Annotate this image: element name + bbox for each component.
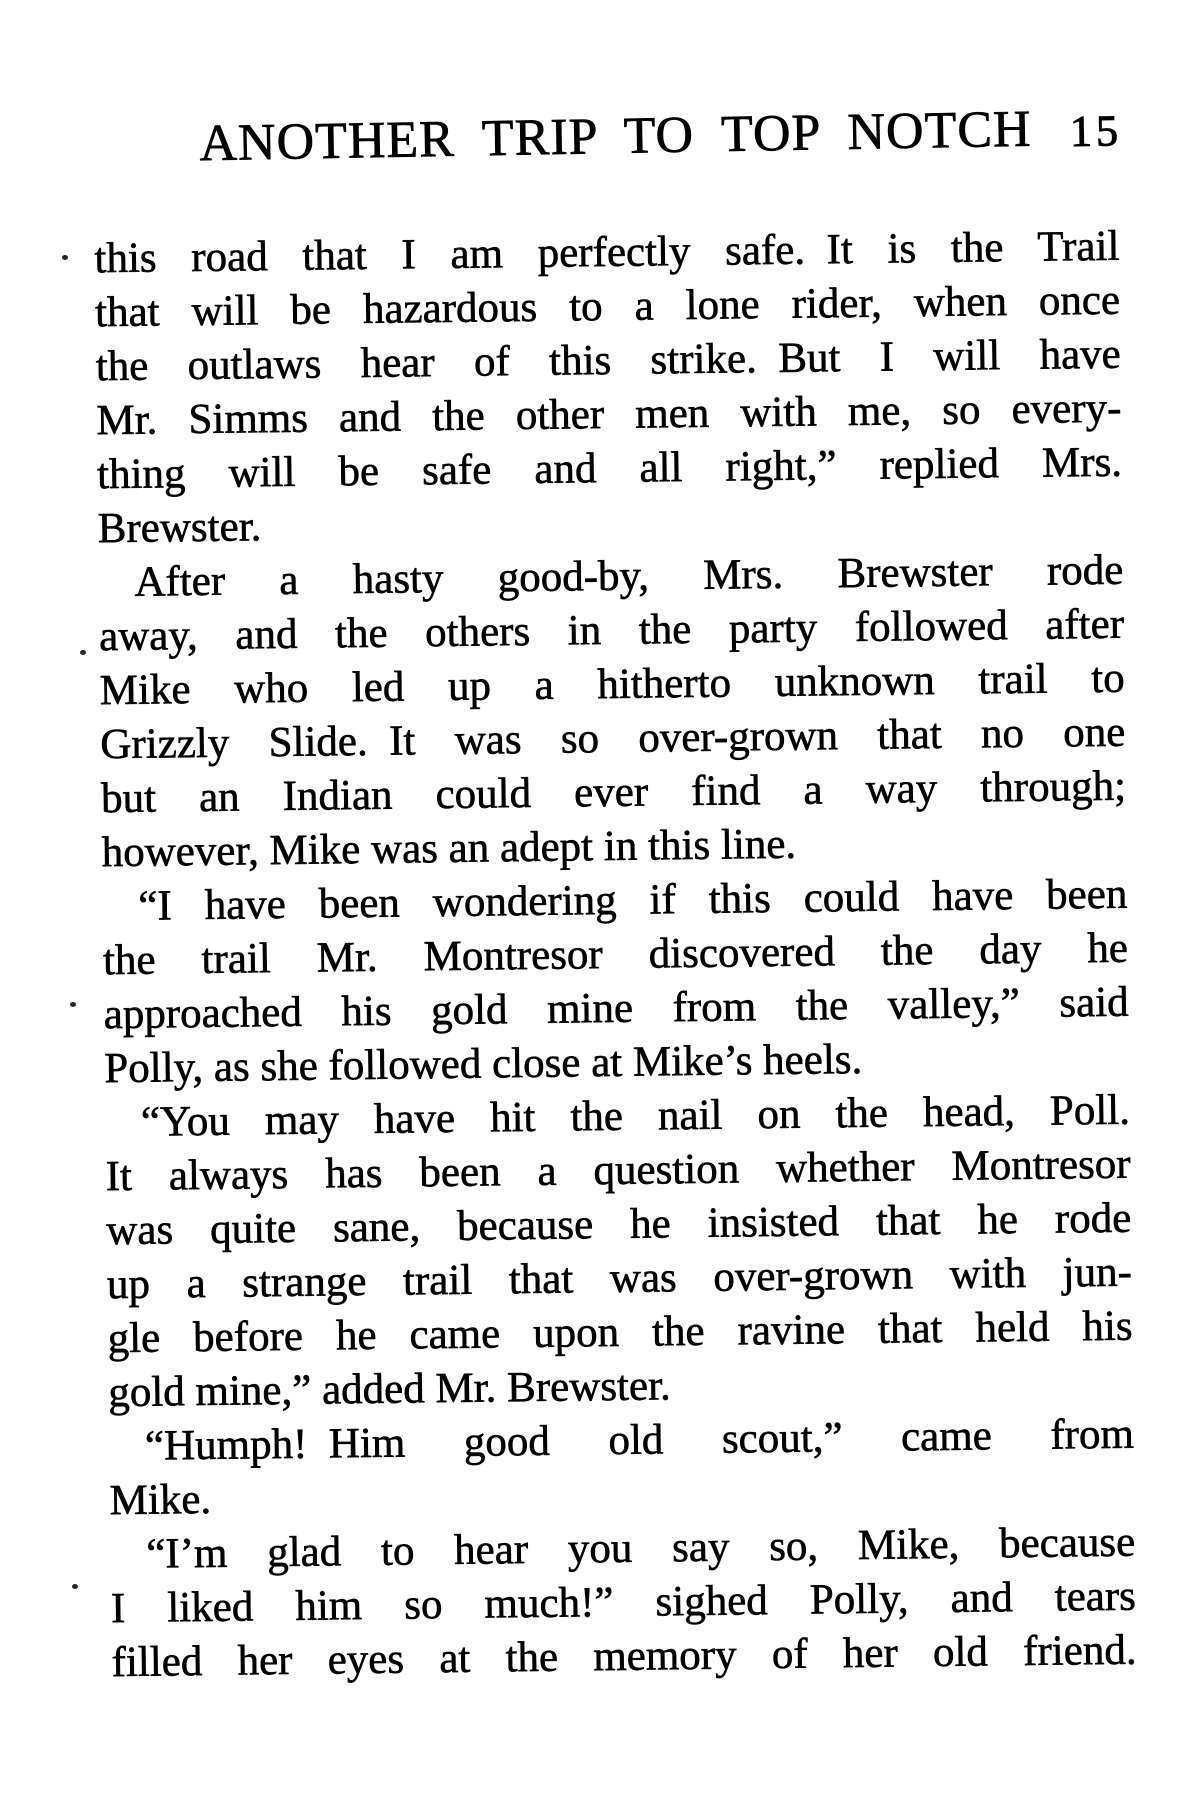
text-line: the trail Mr. Montresor discovered the day he — [102, 924, 1129, 985]
text-line: filled her eyes at the memory of her old friend. — [111, 1626, 1137, 1687]
scan-speck — [80, 650, 86, 655]
chapter-title: ANOTHER TRIP TO TOP NOTCH — [198, 100, 1033, 173]
scan-speck — [72, 1584, 78, 1589]
text-line: however, Mike was an adept in this line. — [101, 820, 797, 877]
scan-speck — [62, 255, 68, 260]
text-line: but an Indian could ever find a way through; — [100, 762, 1127, 823]
text-line: Brewster. — [97, 503, 262, 553]
text-block — [94, 0, 1137, 1687]
text-line: gold mine,” added Mr. Brewster. — [108, 1362, 672, 1417]
text-line: Mike who led up a hitherto unknown trail to — [99, 654, 1125, 715]
text-line: Polly, as she followed close at Mike’s heels. — [104, 1035, 863, 1093]
scan-speck — [70, 1002, 76, 1007]
text-line: approached his gold mine from the valley,” said — [103, 978, 1129, 1039]
text-line: Mike. — [109, 1475, 212, 1525]
text-line: thing will be safe and all right,” replied Mrs. — [96, 438, 1123, 499]
text-line: that will be hazardous to a lone rider, when once — [94, 276, 1121, 337]
text-line: It always has been a question whether Montresor — [105, 1140, 1131, 1201]
text-line: this road that I am perfectly safe. It is the Trail — [94, 222, 1120, 283]
page-text — [94, 220, 1137, 1690]
text-line: away, and the others in the party followed after — [98, 600, 1125, 661]
text-line: “Humph! Him good old scout,” came from — [144, 1410, 1135, 1470]
text-line: up a strange trail that was over-grown with jun- — [106, 1248, 1133, 1309]
text-line: “I’m glad to hear you say so, Mike, because — [145, 1518, 1136, 1578]
text-line: the outlaws hear of this strike. But I will have — [95, 330, 1121, 391]
text-line: After a hasty good-by, Mrs. Brewster rode — [134, 546, 1124, 606]
text-line: I liked him so much!” sighed Polly, and tears — [110, 1572, 1137, 1633]
text-line: gle before he came upon the ravine that held his — [107, 1302, 1133, 1363]
text-line: Mr. Simms and the other men with me, so every- — [96, 384, 1122, 445]
text-line: was quite sane, because he insisted that he rode — [106, 1194, 1132, 1255]
page-number: 15 — [1069, 106, 1123, 157]
running-header — [103, 102, 1129, 172]
text-line: “I have been wondering if this could have been — [138, 870, 1128, 930]
text-line: “You may have hit the nail on the head, Poll. — [140, 1086, 1131, 1146]
text-line: Grizzly Slide. It was so over-grown that no one — [100, 708, 1126, 769]
